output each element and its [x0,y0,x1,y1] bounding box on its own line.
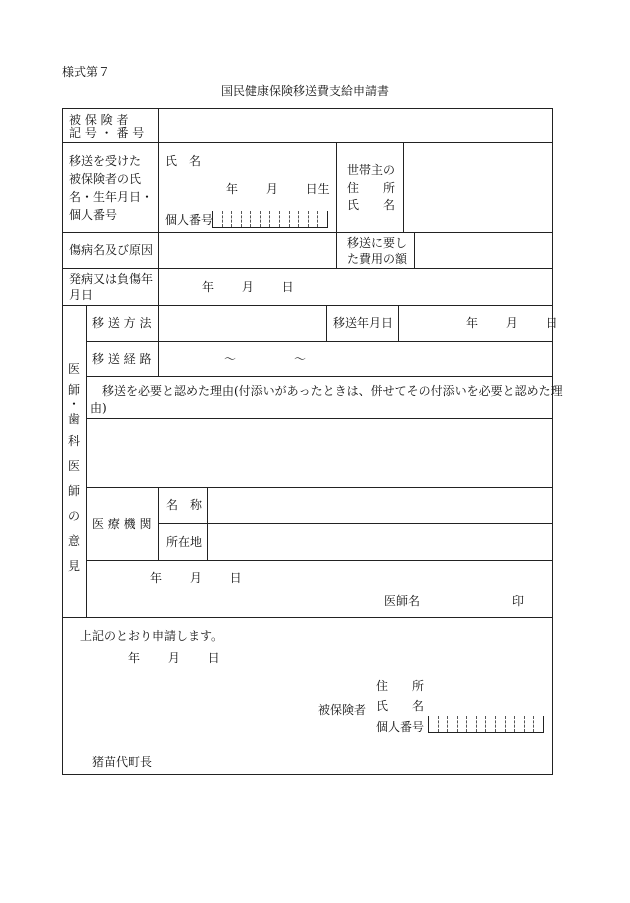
route-separator: ～ [294,352,307,366]
householder-name-label: 氏 名 [347,198,396,212]
row-line [86,376,553,377]
reason-label: 由) [90,401,107,415]
form-number: 様式第７ [62,65,111,79]
col-line [326,305,327,341]
householder-label: 世帯主の [347,163,396,177]
col-line [414,232,415,268]
application-statement: 上記のとおり申請します。 [80,629,224,643]
col-line [336,142,337,268]
row-line [62,305,553,306]
col-line [86,305,87,617]
addressee: 猪苗代町長 [92,755,153,769]
col-line [158,487,159,560]
form-title: 国民健康保険移送費支給申請書 [221,84,390,98]
col-line [158,305,159,376]
onset-label: 月日 [69,288,94,302]
householder-address-label: 住 所 [347,181,396,195]
col-line [207,487,208,560]
patient-label: 被保険者の氏 [69,172,142,186]
row-line [86,487,553,488]
patient-label: 移送を受けた [69,154,142,168]
transfer-date-label: 移送年月日 [333,316,394,330]
applicant-name-label: 氏 名 [376,699,425,713]
doctor-date: 年 月 日 [150,571,242,585]
institution-address-label: 所在地 [166,535,203,549]
cost-label: た費用の額 [347,252,408,266]
application-date: 年 月 日 [128,651,220,665]
transfer-method-label: 移 送 方 法 [92,316,152,330]
patient-individual-number-box[interactable] [212,211,328,228]
row-line [62,232,553,233]
institution-label: 医 療 機 関 [92,517,152,531]
patient-label: 名・生年月日・ [69,190,154,204]
insured-id-field[interactable] [162,112,550,139]
col-line [403,142,404,232]
patient-label: 個人番号 [69,208,118,222]
route-separator: ～ [224,352,237,366]
doctor-opinion-side-label: 医 師 ・ 歯 科 医 師 の 意 見 [67,362,80,573]
doctor-name-label: 医師名 [384,594,421,608]
onset-label: 発病又は負傷年 [69,272,154,286]
col-line [398,305,399,341]
institution-name-label: 名 称 [166,498,203,512]
insured-id-label: 被 保 険 者 [69,113,129,127]
applicant-address-label: 住 所 [376,679,425,693]
row-line [86,341,553,342]
patient-name-label: 氏 名 [165,154,202,168]
seal-mark: 印 [512,594,525,608]
row-line [62,268,553,269]
transfer-route-label: 移 送 経 路 [92,352,152,366]
transfer-date: 年 月 日 [466,316,558,330]
row-line [62,142,553,143]
disease-label: 傷病名及び原因 [69,243,154,257]
applicant-individual-number-label: 個人番号 [376,720,425,734]
cost-label: 移送に要し [347,236,408,250]
onset-date: 年 月 日 [202,280,294,294]
reason-label: 移送を必要と認めた理由(付添いがあったときは、併せてその付添いを必要と認めた理 [102,384,563,398]
applicant-insured-label: 被保険者 [318,703,367,717]
col-line [158,108,159,305]
patient-birth-date-label: 年 月 日生 [226,182,330,196]
row-line [86,418,553,419]
applicant-individual-number-box[interactable] [428,716,544,733]
row-line [86,560,553,561]
patient-individual-number-label: 個人番号 [165,213,214,227]
insured-id-label: 記 号 ・ 番 号 [69,126,145,140]
form-table [62,108,553,775]
row-line [158,523,553,524]
row-line [62,617,553,618]
